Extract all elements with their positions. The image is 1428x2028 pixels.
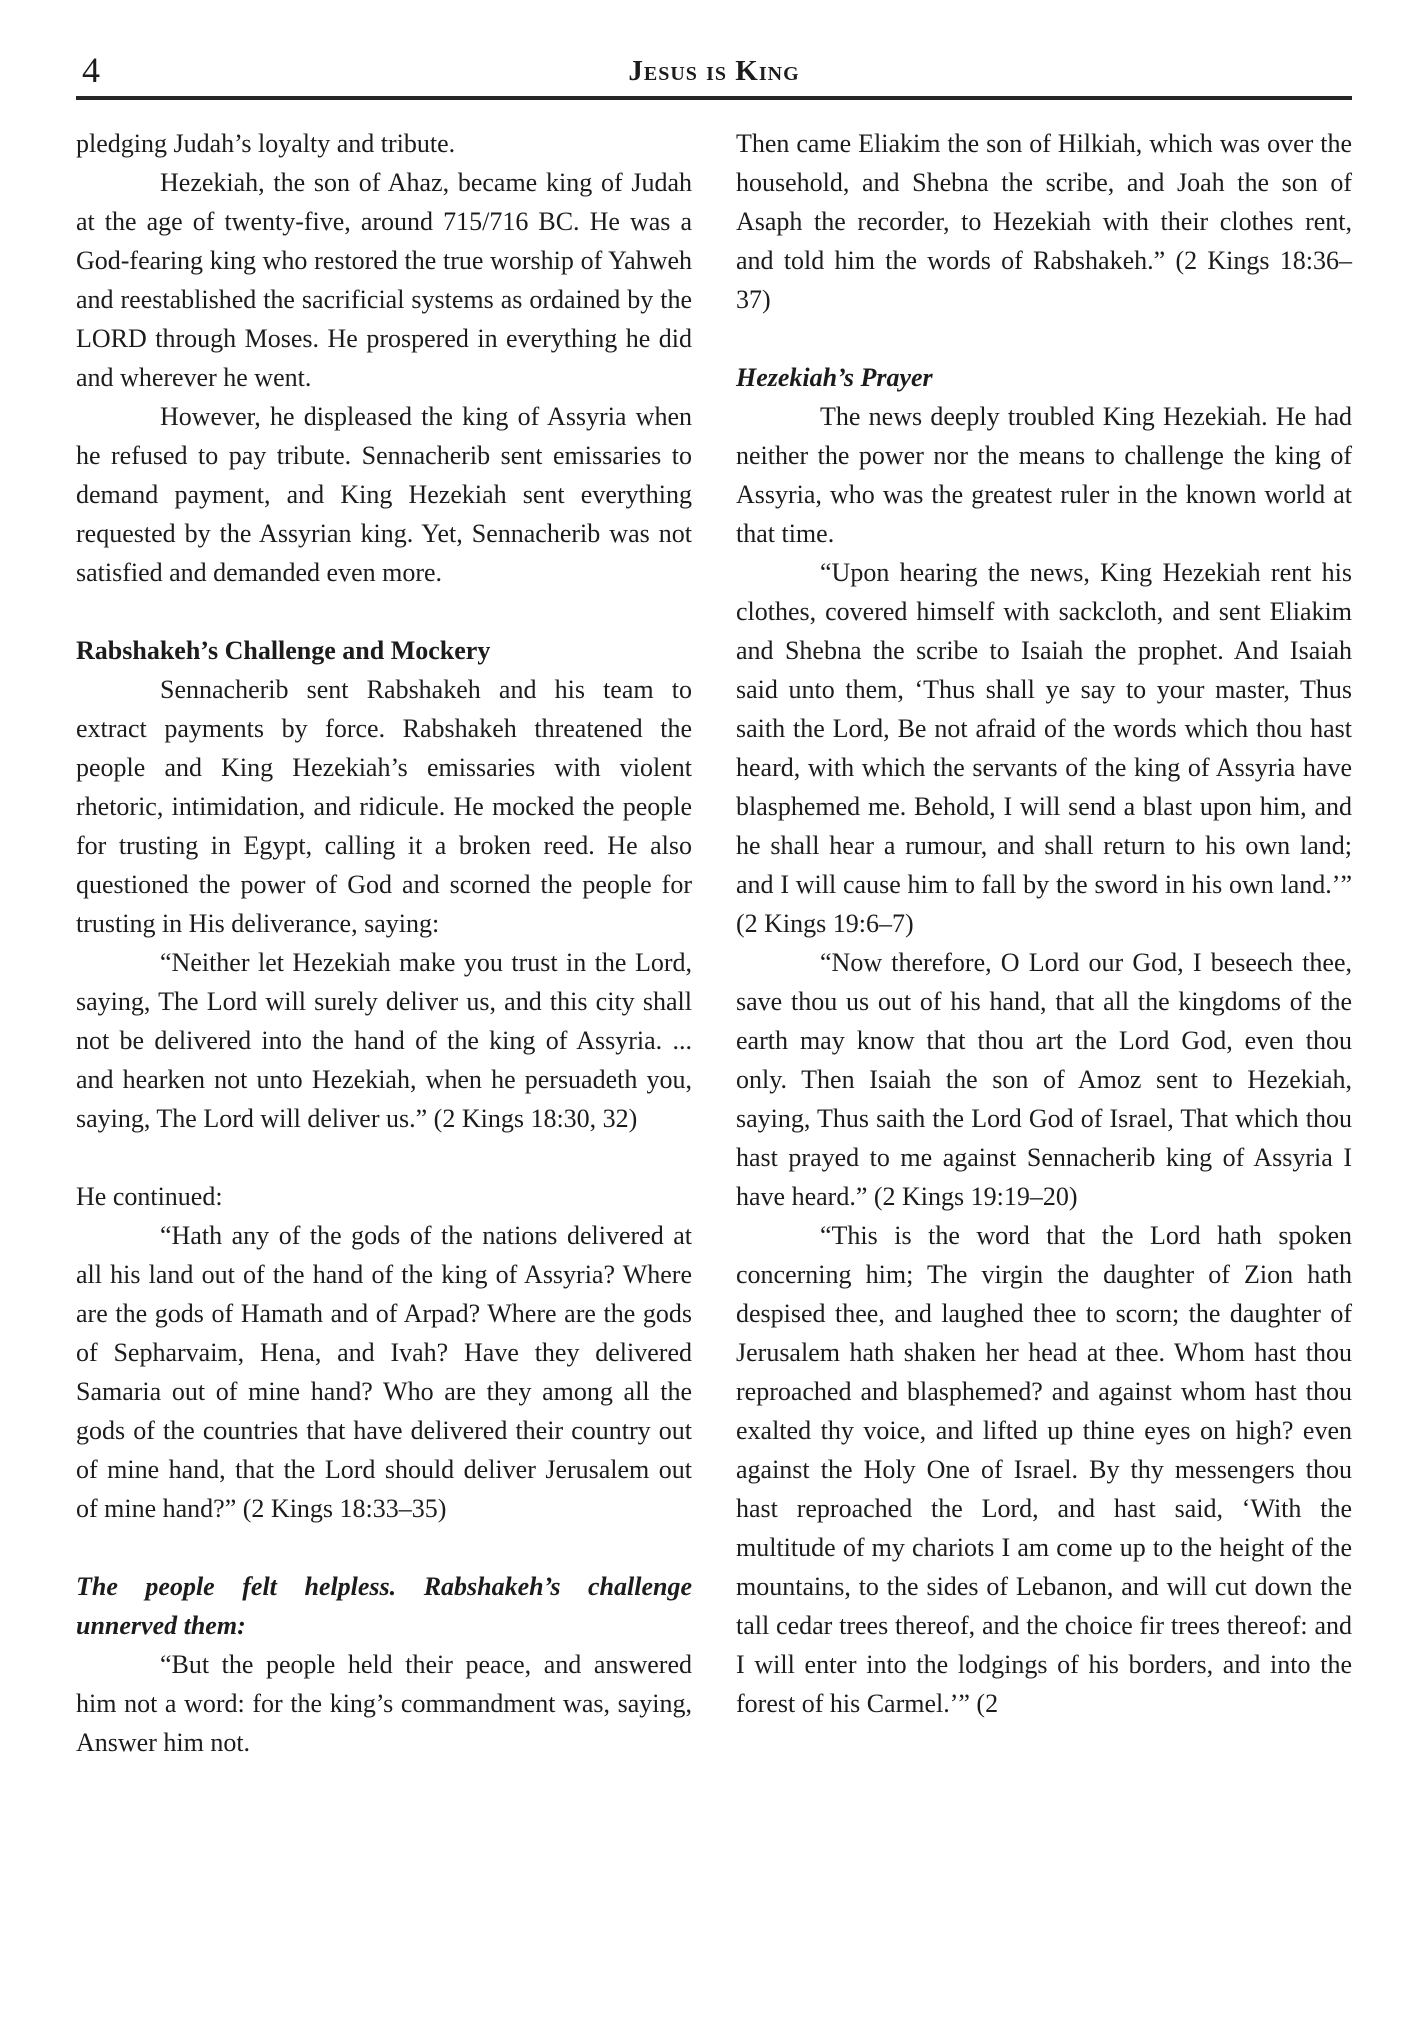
paragraph: However, he displeased the king of Assyria when he refused to pay tribute. Sennacherib sent emissaries to demand payment, and King Hezekiah sent everything requested by the Assyrian king. Yet, Sennacherib was not satisfied and demanded even more.: [76, 402, 692, 587]
section-heading: Rabshakeh’s Challenge and Mockery: [76, 636, 491, 665]
paragraph: “Neither let Hezekiah make you trust in the Lord, saying, The Lord will surely deliver us, and this city shall not be delivered into the hand of the king of Assyria. ... and hearken not unto Hezekiah, when he persuadeth you, saying, The Lord will deliver us.” (2 Kings 18:30, 32): [76, 948, 692, 1133]
header-rule: [76, 96, 1352, 100]
section-heading: The people felt helpless. Rabshakeh’s challenge unnerved them:: [76, 1572, 692, 1640]
paragraph: “Now therefore, O Lord our God, I beseech thee, save thou us out of his hand, that all the kingdoms of the earth may know that thou art the Lord God, even thou only. Then Isaiah the son of Amoz sent to Hezekiah, saying, Thus saith the Lord God of Israel, That which thou hast prayed to me against Sennacherib king of Assyria I have heard.” (2 Kings 19:19–20): [736, 948, 1352, 1211]
running-head: Jesus is King: [628, 55, 800, 87]
left-column: [76, 124, 692, 1762]
section-heading: Hezekiah’s Prayer: [736, 363, 933, 392]
paragraph: “But the people held their peace, and answered him not a word: for the king’s commandment was, saying, Answer him not.: [76, 1650, 692, 1757]
paragraph: “This is the word that the Lord hath spoken concerning him; The virgin the daughter of Zion hath despised thee, and laughed thee to scorn; the daughter of Jerusalem hath shaken her head at thee. Whom hast thou reproached and blasphemed? and against whom hast thou exalted thy voice, and lifted up thine eyes on high? even against the Holy One of Israel. By thy messengers thou hast reproached the Lord, and hast said, ‘With the multitude of my chariots I am come up to the height of the mountains, to the sides of Lebanon, and will cut down the tall cedar trees thereof, and the choice fir trees thereof: and I will enter into the lodgings of his borders, and into the forest of his Carmel.’” (2: [736, 1221, 1352, 1718]
paragraph: Sennacherib sent Rabshakeh and his team to extract payments by force. Rabshakeh threatened the people and King Hezekiah’s emissaries with violent rhetoric, intimidation, and ridicule. He mocked the people for trusting in Egypt, calling it a broken reed. He also questioned the power of God and scorned the people for trusting in His deliverance, saying:: [76, 675, 692, 938]
right-column: [736, 124, 1352, 1762]
text-columns: [76, 124, 1352, 1762]
paragraph: “Upon hearing the news, King Hezekiah rent his clothes, covered himself with sackcloth, and sent Eliakim and Shebna the scribe to Isaiah the prophet. And Isaiah said unto them, ‘Thus shall ye say to your master, Thus saith the Lord, Be not afraid of the words which thou hast heard, with which the servants of the king of Assyria have blasphemed me. Behold, I will send a blast upon him, and he shall hear a rumour, and shall return to his own land; and I will cause him to fall by the sword in his own land.’” (2 Kings 19:6–7): [736, 558, 1352, 938]
paragraph: The news deeply troubled King Hezekiah. He had neither the power nor the means to challenge the king of Assyria, who was the greatest ruler in the known world at that time.: [736, 402, 1352, 548]
paragraph: Hezekiah, the son of Ahaz, became king of Judah at the age of twenty-five, around 715/716 BC. He was a God-fearing king who restored the true worship of Yahweh and reestablished the sacrificial systems as ordained by the LORD through Moses. He prospered in everything he did and wherever he went.: [76, 168, 692, 392]
paragraph: He continued:: [76, 1182, 223, 1211]
paragraph: Then came Eliakim the son of Hilkiah, which was over the household, and Shebna the scribe, and Joah the son of Asaph the recorder, to Hezekiah with their clothes rent, and told him the words of Rabshakeh.” (2 Kings 18:36–37): [736, 129, 1352, 314]
paragraph: pledging Judah’s loyalty and tribute.: [76, 129, 456, 158]
page-header: [76, 38, 1352, 88]
paragraph: “Hath any of the gods of the nations delivered at all his land out of the hand of the king of Assyria? Where are the gods of Hamath and of Arpad? Where are the gods of Sepharvaim, Hena, and Ivah? Have they delivered Samaria out of mine hand? Who are they among all the gods of the countries that have delivered their country out of mine hand, that the Lord should deliver Jerusalem out of mine hand?” (2 Kings 18:33–35): [76, 1221, 692, 1523]
page-number: 4: [82, 50, 100, 90]
